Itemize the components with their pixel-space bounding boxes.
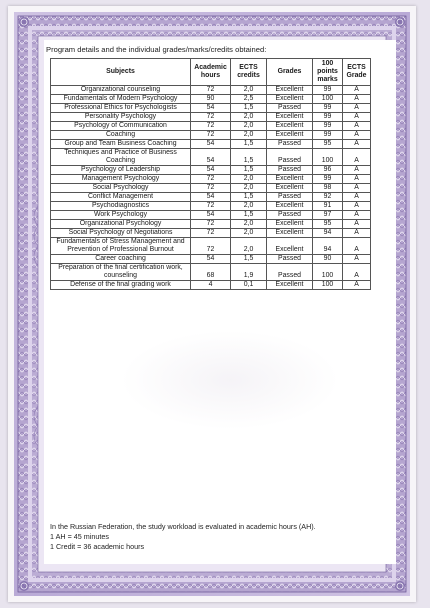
- table-row: [51, 131, 371, 140]
- hours-cell: 72: [191, 175, 231, 184]
- points-cell: 100: [313, 149, 343, 166]
- ects-grade-cell: A: [343, 220, 371, 229]
- points-cell: 95: [313, 140, 343, 149]
- ects-grade-cell: A: [343, 166, 371, 175]
- subject-cell: Management Psychology: [51, 175, 191, 184]
- credits-cell: 2,5: [231, 95, 267, 104]
- points-cell: 94: [313, 238, 343, 255]
- credits-cell: 1,9: [231, 264, 267, 281]
- subject-cell: Techniques and Practice of Business Coaching: [51, 149, 191, 166]
- credits-cell: 2,0: [231, 86, 267, 95]
- hours-cell: 90: [191, 95, 231, 104]
- points-cell: 99: [313, 113, 343, 122]
- footnote-line: 1 AH = 45 minutes: [50, 532, 109, 542]
- credits-cell: 2,0: [231, 184, 267, 193]
- ects-grade-cell: A: [343, 95, 371, 104]
- subject-cell: Psychology of Communication: [51, 122, 191, 131]
- ects-grade-cell: A: [343, 211, 371, 220]
- program-details-heading: Program details and the individual grades/marks/credits obtained:: [46, 45, 267, 54]
- ects-grade-cell: A: [343, 149, 371, 166]
- table-row: [51, 184, 371, 193]
- credits-cell: 2,0: [231, 202, 267, 211]
- grade-cell: Passed: [267, 140, 313, 149]
- table-row: [51, 255, 371, 264]
- credits-cell: 1,5: [231, 104, 267, 113]
- points-cell: 99: [313, 175, 343, 184]
- credits-cell: 2,0: [231, 113, 267, 122]
- table-row: [51, 95, 371, 104]
- hours-cell: 68: [191, 264, 231, 281]
- hours-cell: 54: [191, 140, 231, 149]
- subject-cell: Psychodiagnostics: [51, 202, 191, 211]
- points-cell: 100: [313, 95, 343, 104]
- subject-cell: Personality Psychology: [51, 113, 191, 122]
- subject-cell: Conflict Management: [51, 193, 191, 202]
- points-cell: 94: [313, 229, 343, 238]
- header-ects-credits: ECTS credits: [231, 59, 267, 86]
- subject-cell: Career coaching: [51, 255, 191, 264]
- hours-cell: 54: [191, 255, 231, 264]
- grade-cell: Excellent: [267, 238, 313, 255]
- credits-cell: 1,5: [231, 255, 267, 264]
- hours-cell: 72: [191, 122, 231, 131]
- grade-cell: Passed: [267, 211, 313, 220]
- ects-grade-cell: A: [343, 104, 371, 113]
- ects-grade-cell: A: [343, 175, 371, 184]
- subject-cell: Organizational counseling: [51, 86, 191, 95]
- ects-grade-cell: A: [343, 113, 371, 122]
- grade-cell: Passed: [267, 149, 313, 166]
- points-cell: 100: [313, 264, 343, 281]
- table-row: [51, 104, 371, 113]
- subject-cell: Work Psychology: [51, 211, 191, 220]
- grade-cell: Passed: [267, 264, 313, 281]
- table-row: [51, 229, 371, 238]
- footnote-line: In the Russian Federation, the study workload is evaluated in academic hours (AH).: [50, 522, 316, 531]
- ects-grade-cell: A: [343, 229, 371, 238]
- points-cell: 97: [313, 211, 343, 220]
- credits-cell: 2,0: [231, 122, 267, 131]
- table-header-row: [51, 59, 371, 86]
- credits-cell: 0,1: [231, 281, 267, 290]
- points-cell: 92: [313, 193, 343, 202]
- table-row: [51, 202, 371, 211]
- subject-cell: Professional Ethics for Psychologists: [51, 104, 191, 113]
- credits-cell: 2,0: [231, 175, 267, 184]
- header-grades: Grades: [267, 59, 313, 86]
- points-cell: 99: [313, 131, 343, 140]
- grade-cell: Excellent: [267, 220, 313, 229]
- ects-grade-cell: A: [343, 140, 371, 149]
- ects-grade-cell: A: [343, 131, 371, 140]
- credits-cell: 2,0: [231, 238, 267, 255]
- table-row: [51, 166, 371, 175]
- points-cell: 91: [313, 202, 343, 211]
- ects-grade-cell: A: [343, 238, 371, 255]
- table-row: [51, 113, 371, 122]
- header-ects-grade: ECTS Grade: [343, 59, 371, 86]
- header-points-marks: 100 points marks: [313, 59, 343, 86]
- grade-cell: Excellent: [267, 202, 313, 211]
- grade-cell: Excellent: [267, 113, 313, 122]
- credits-cell: 1,5: [231, 211, 267, 220]
- grade-cell: Excellent: [267, 175, 313, 184]
- background-watermark: [120, 330, 340, 430]
- table-row: [51, 264, 371, 281]
- table-row: [51, 175, 371, 184]
- subject-cell: Organizational Psychology: [51, 220, 191, 229]
- hours-cell: 72: [191, 86, 231, 95]
- ects-grade-cell: A: [343, 264, 371, 281]
- points-cell: 98: [313, 184, 343, 193]
- footnote-line: 1 Credit = 36 academic hours: [50, 542, 145, 552]
- hours-cell: 54: [191, 193, 231, 202]
- points-cell: 99: [313, 122, 343, 131]
- subject-cell: Preparation of the final certification work, counseling: [51, 264, 191, 281]
- credits-cell: 1,5: [231, 149, 267, 166]
- header-academic-hours: Academic hours: [191, 59, 231, 86]
- points-cell: 95: [313, 220, 343, 229]
- grade-cell: Excellent: [267, 281, 313, 290]
- grade-cell: Excellent: [267, 229, 313, 238]
- hours-cell: 72: [191, 113, 231, 122]
- ects-grade-cell: A: [343, 86, 371, 95]
- hours-cell: 54: [191, 149, 231, 166]
- hours-cell: 72: [191, 220, 231, 229]
- subject-cell: Group and Team Business Coaching: [51, 140, 191, 149]
- points-cell: 99: [313, 86, 343, 95]
- subject-cell: Social Psychology of Negotiations: [51, 229, 191, 238]
- hours-cell: 72: [191, 184, 231, 193]
- hours-cell: 72: [191, 131, 231, 140]
- subject-cell: Coaching: [51, 131, 191, 140]
- ects-grade-cell: A: [343, 122, 371, 131]
- hours-cell: 54: [191, 166, 231, 175]
- grade-cell: Excellent: [267, 86, 313, 95]
- points-cell: 99: [313, 104, 343, 113]
- subject-cell: Fundamentals of Modern Psychology: [51, 95, 191, 104]
- grade-cell: Excellent: [267, 95, 313, 104]
- ects-grade-cell: A: [343, 255, 371, 264]
- grades-table: [50, 58, 371, 290]
- credits-cell: 1,5: [231, 193, 267, 202]
- table-row: [51, 211, 371, 220]
- ects-grade-cell: A: [343, 184, 371, 193]
- grade-cell: Passed: [267, 166, 313, 175]
- hours-cell: 54: [191, 104, 231, 113]
- hours-cell: 72: [191, 202, 231, 211]
- table-row: [51, 281, 371, 290]
- grade-cell: Passed: [267, 193, 313, 202]
- grade-cell: Passed: [267, 104, 313, 113]
- table-row: [51, 122, 371, 131]
- subject-cell: Defense of the final grading work: [51, 281, 191, 290]
- workload-footnote: [50, 522, 380, 553]
- table-row: [51, 220, 371, 229]
- credits-cell: 2,0: [231, 220, 267, 229]
- points-cell: 90: [313, 255, 343, 264]
- table-row: [51, 238, 371, 255]
- table-row: [51, 86, 371, 95]
- table-row: [51, 149, 371, 166]
- grade-cell: Excellent: [267, 184, 313, 193]
- subject-cell: Fundamentals of Stress Management and Prevention of Professional Burnout: [51, 238, 191, 255]
- hours-cell: 72: [191, 229, 231, 238]
- credits-cell: 2,0: [231, 131, 267, 140]
- table-row: [51, 140, 371, 149]
- subject-cell: Psychology of Leadership: [51, 166, 191, 175]
- grade-cell: Passed: [267, 255, 313, 264]
- hours-cell: 54: [191, 211, 231, 220]
- grade-cell: Excellent: [267, 122, 313, 131]
- ects-grade-cell: A: [343, 281, 371, 290]
- table-row: [51, 193, 371, 202]
- subject-cell: Social Psychology: [51, 184, 191, 193]
- credits-cell: 1,5: [231, 166, 267, 175]
- header-subjects: Subjects: [51, 59, 191, 86]
- grade-cell: Excellent: [267, 131, 313, 140]
- credits-cell: 1,5: [231, 140, 267, 149]
- hours-cell: 4: [191, 281, 231, 290]
- ects-grade-cell: A: [343, 193, 371, 202]
- points-cell: 100: [313, 281, 343, 290]
- ects-grade-cell: A: [343, 202, 371, 211]
- credits-cell: 2,0: [231, 229, 267, 238]
- points-cell: 96: [313, 166, 343, 175]
- hours-cell: 72: [191, 238, 231, 255]
